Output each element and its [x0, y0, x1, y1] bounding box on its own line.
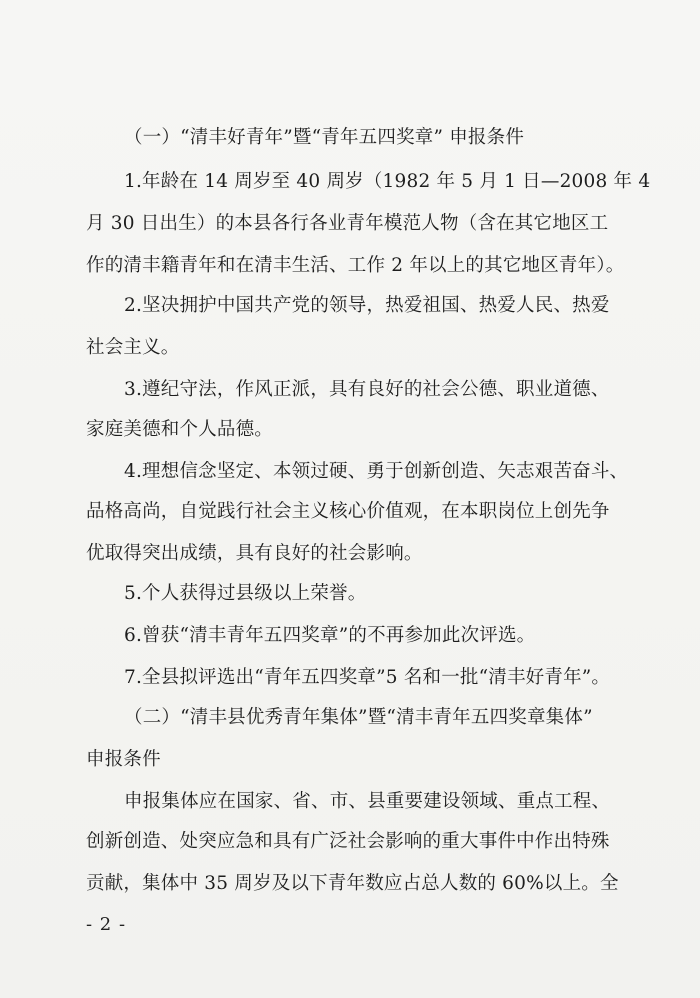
paragraph-line: 社会主义。 [86, 337, 180, 358]
paragraph-line: 创新创造、处突应急和具有广泛社会影响的重大事件中作出特殊 [86, 831, 610, 852]
paragraph-line: 3.遵纪守法，作风正派，具有良好的社会公德、职业道德、 [124, 379, 610, 400]
paragraph-line: 4.理想信念坚定、本领过硬、勇于创新创造、矢志艰苦奋斗、 [124, 461, 629, 482]
paragraph-line: 作的清丰籍青年和在清丰生活、工作 2 年以上的其它地区青年）。 [86, 255, 625, 276]
paragraph-line: 6.曾获“清丰青年五四奖章”的不再参加此次评选。 [124, 625, 536, 646]
section-heading-1: （一）“清丰好青年”暨“青年五四奖章” 申报条件 [124, 127, 525, 148]
paragraph-line: 7.全县拟评选出“青年五四奖章”5 名和一批“清丰好青年”。 [124, 667, 611, 688]
paragraph-line: 5.个人获得过县级以上荣誉。 [124, 583, 367, 604]
section-heading-2: （二）“清丰县优秀青年集体”暨“清丰青年五四奖章集体” [124, 707, 593, 728]
paragraph-line: 申报集体应在国家、省、市、县重要建设领域、重点工程、 [124, 791, 611, 812]
paragraph-line: 月 30 日出生）的本县各行各业青年模范人物（含在其它地区工 [86, 213, 609, 234]
page-number: - 2 - [86, 914, 127, 935]
paragraph-line: 优取得突出成绩，具有良好的社会影响。 [86, 543, 423, 564]
paragraph-line: 1.年龄在 14 周岁至 40 周岁（1982 年 5 月 1 日—2008 年 4 [124, 171, 651, 192]
paragraph-line: 品格高尚，自觉践行社会主义核心价值观，在本职岗位上创先争 [86, 501, 610, 522]
paragraph-line: 贡献，集体中 35 周岁及以下青年数应占总人数的 60%以上。全 [86, 873, 619, 894]
section-heading-2-cont: 申报条件 [86, 749, 161, 770]
paragraph-line: 家庭美德和个人品德。 [86, 419, 274, 440]
paragraph-line: 2.坚决拥护中国共产党的领导，热爱祖国、热爱人民、热爱 [124, 295, 610, 316]
